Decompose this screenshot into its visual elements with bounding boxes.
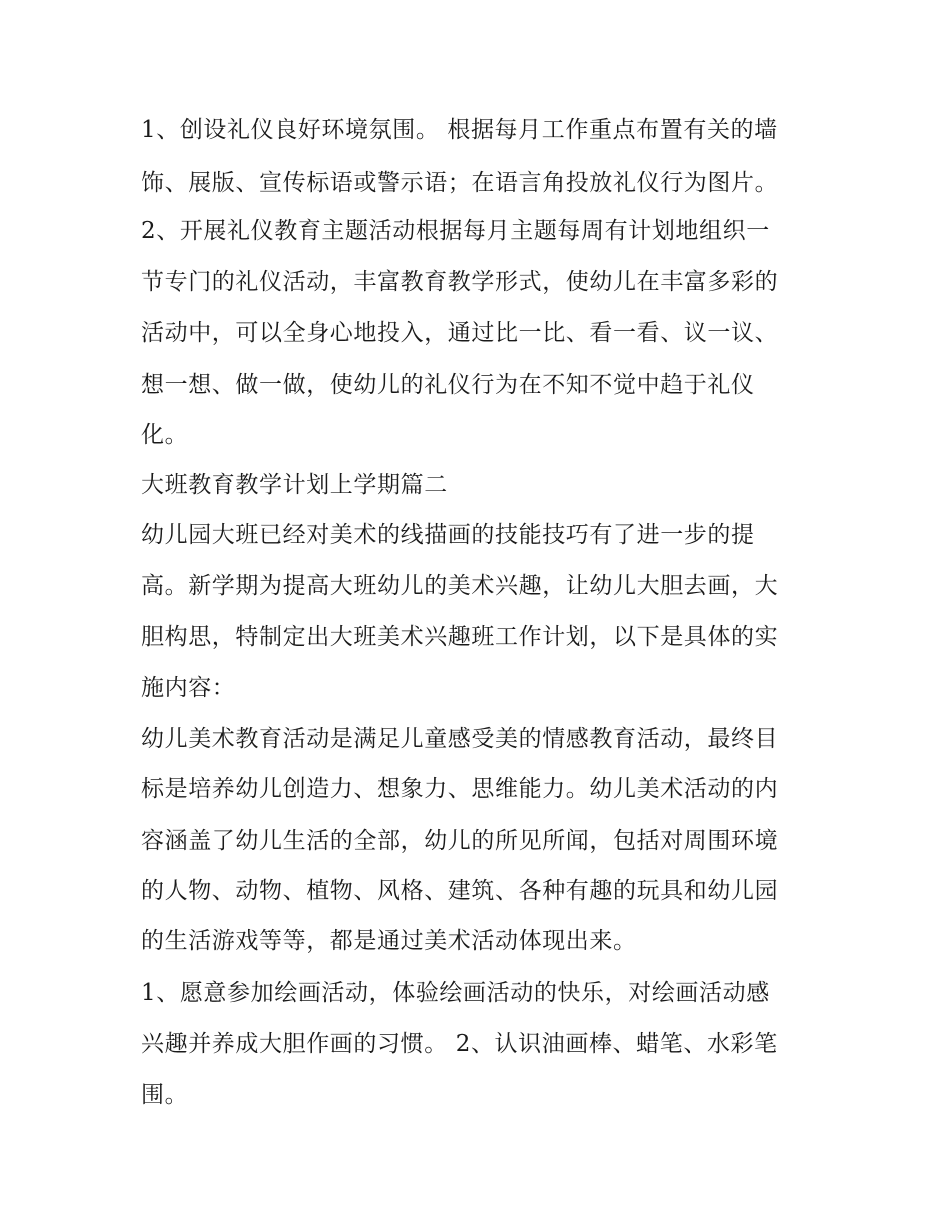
text-line: 想一想、做一做，使幼儿的礼仪行为在不知不觉中趋于礼仪 — [141, 372, 755, 398]
text-line: 幼儿美术教育活动是满足儿童感受美的情感教育活动，最终目 — [141, 726, 779, 752]
text-line: 围。 — [141, 1082, 189, 1108]
text-line: 2、开展礼仪教育主题活动根据每月主题每周有计划地组织一 — [141, 218, 770, 244]
text-line: 化。 — [141, 422, 189, 448]
text-line: 的生活游戏等等，都是通过美术活动体现出来。 — [141, 928, 637, 954]
section-heading: 大班教育教学计划上学期篇二 — [141, 472, 448, 498]
text-line: 活动中，可以全身心地投入，通过比一比、看一看、议一议、 — [141, 320, 779, 346]
text-line: 的人物、动物、植物、风格、建筑、各种有趣的玩具和幼儿园 — [141, 878, 779, 904]
text-line: 高。新学期为提高大班幼儿的美术兴趣，让幼儿大胆去画，大 — [141, 573, 779, 599]
text-line: 饰、展版、宣传标语或警示语；在语言角投放礼仪行为图片。 — [141, 170, 779, 196]
text-line: 胆构思，特制定出大班美术兴趣班工作计划，以下是具体的实 — [141, 624, 779, 650]
text-line: 幼儿园大班已经对美术的线描画的技能技巧有了进一步的提 — [141, 522, 755, 548]
text-line: 1、愿意参加绘画活动，体验绘画活动的快乐，对绘画活动感 — [141, 980, 770, 1006]
text-line: 1、创设礼仪良好环境氛围。 根据每月工作重点布置有关的墙 — [141, 117, 778, 143]
text-line: 容涵盖了幼儿生活的全部，幼儿的所见所闻，包括对周围环境 — [141, 828, 779, 854]
text-line: 节专门的礼仪活动，丰富教育教学形式，使幼儿在丰富多彩的 — [141, 269, 779, 295]
text-line: 兴趣并养成大胆作画的习惯。 2、认识油画棒、蜡笔、水彩笔 — [141, 1031, 778, 1057]
text-line: 标是培养幼儿创造力、想象力、思维能力。幼儿美术活动的内 — [141, 776, 779, 802]
text-line: 施内容： — [141, 675, 236, 701]
